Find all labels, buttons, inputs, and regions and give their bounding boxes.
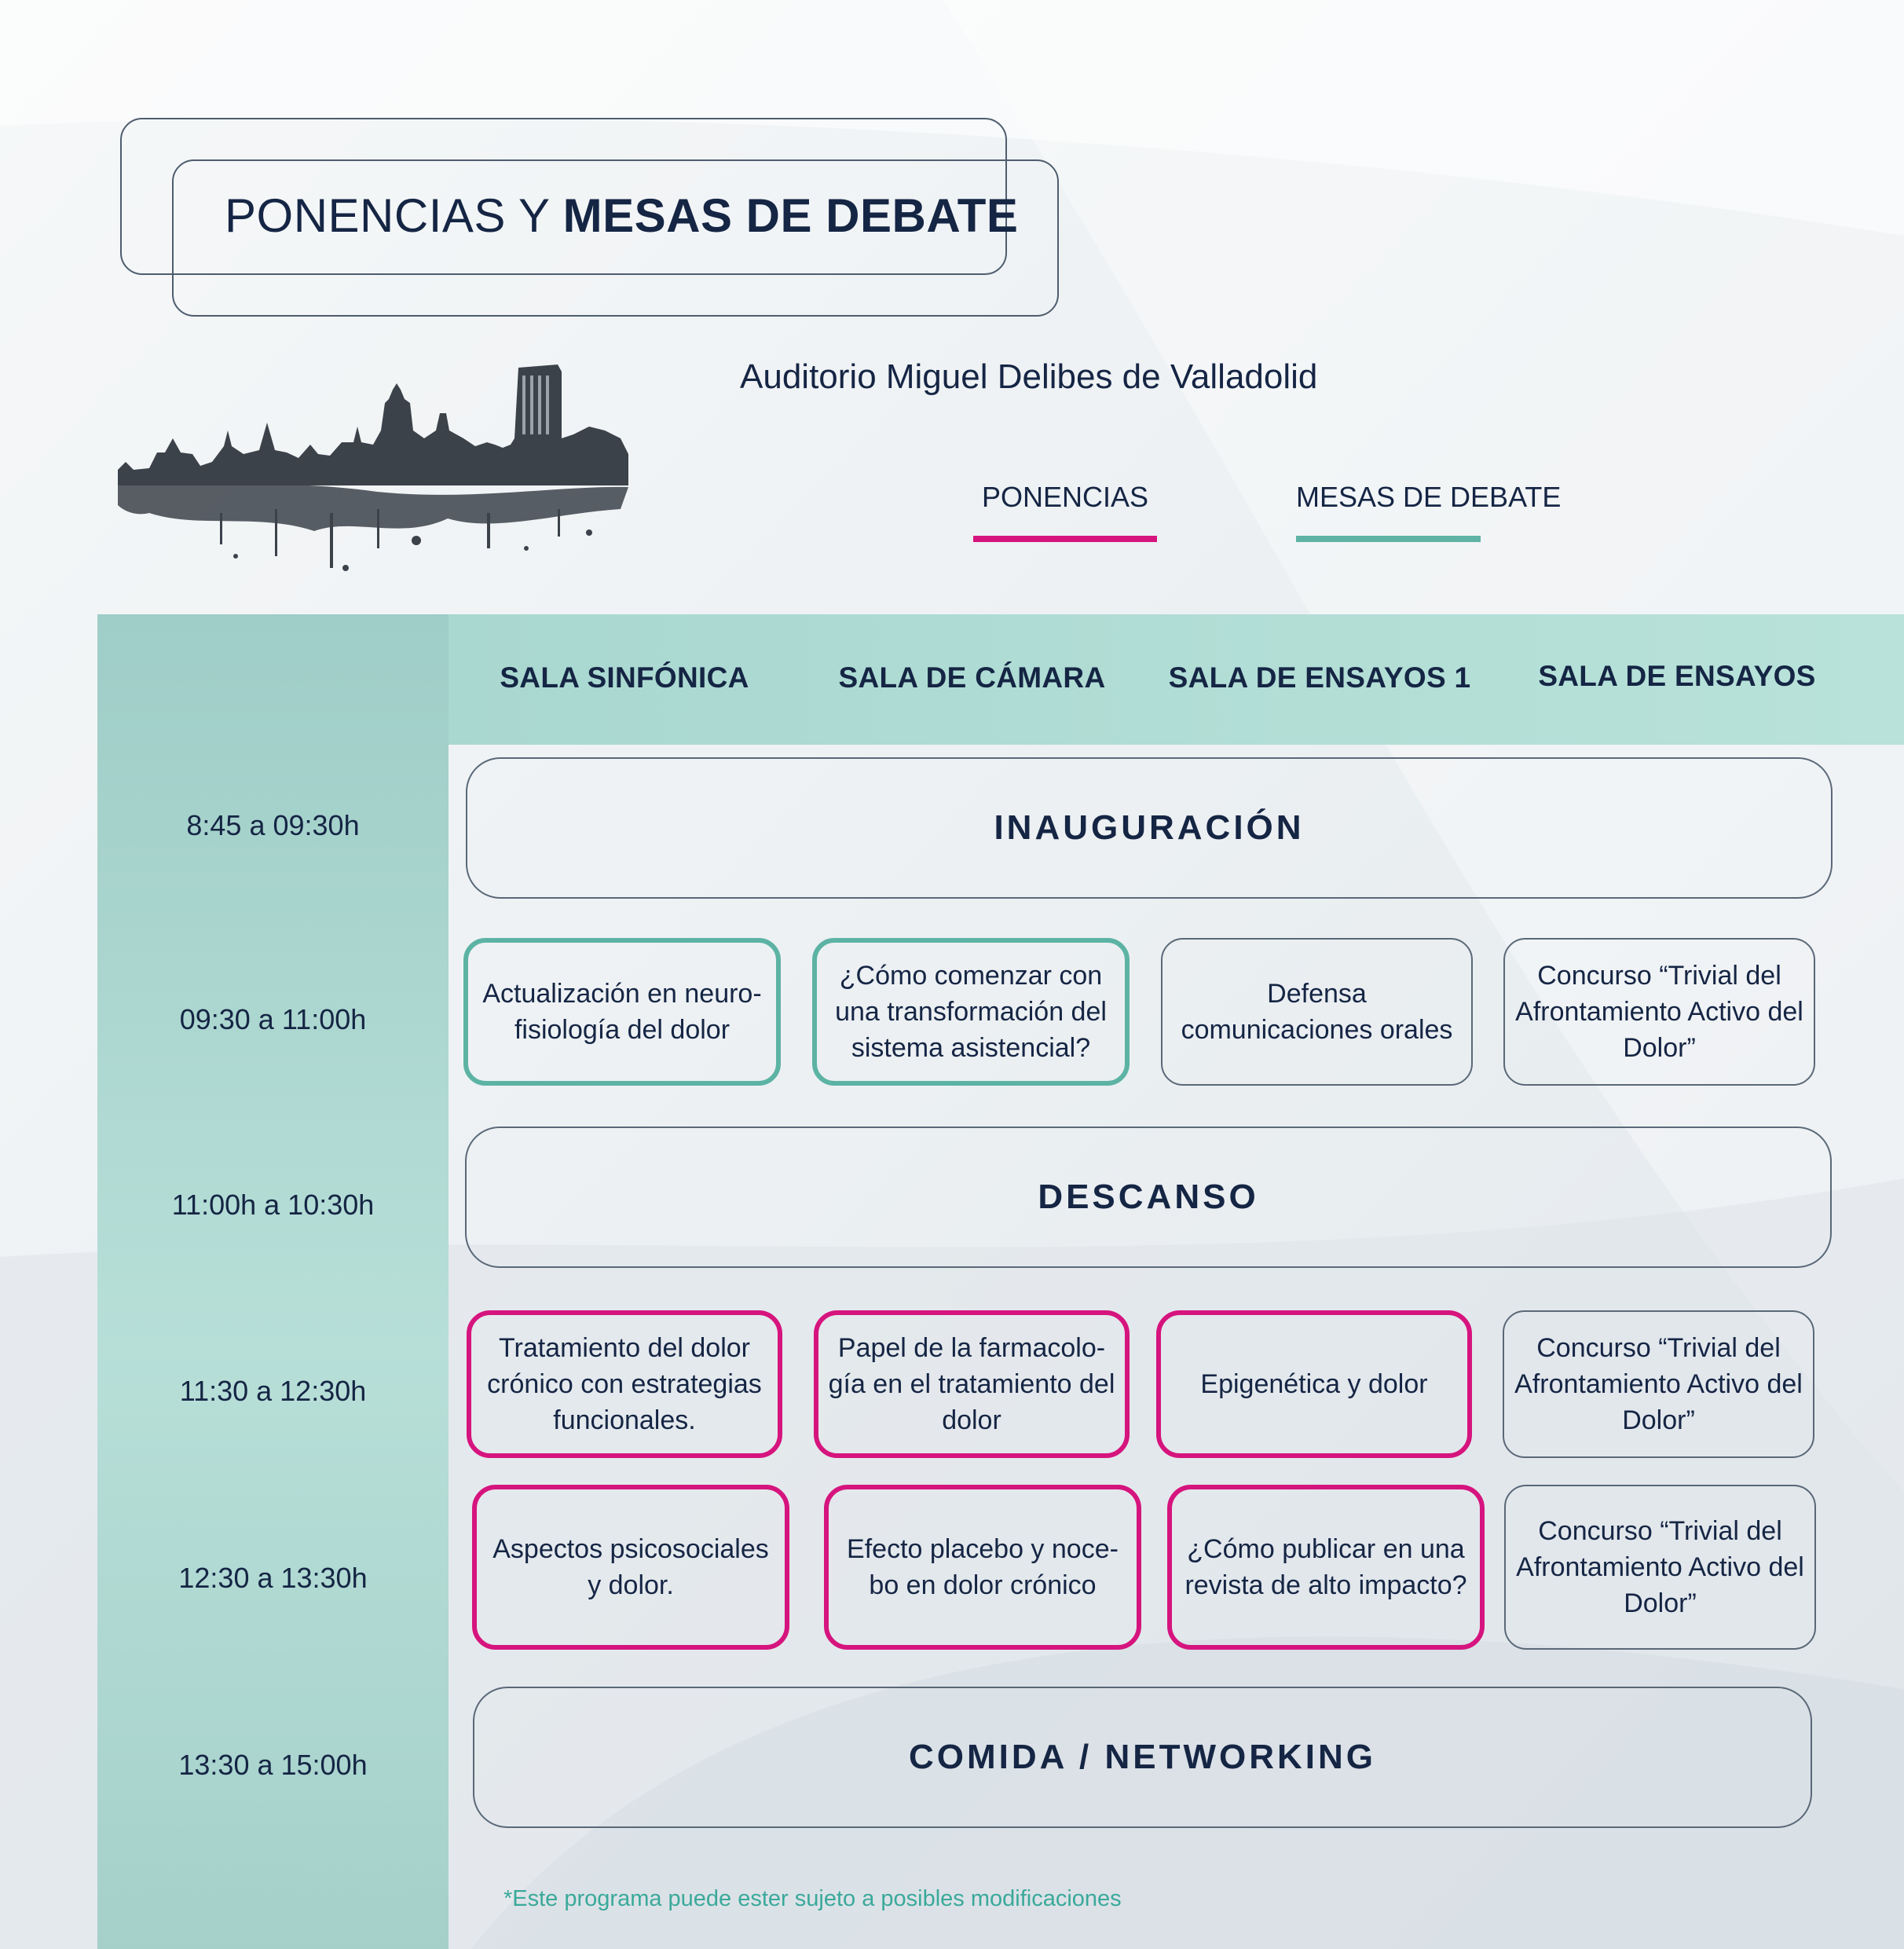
time-slot-1: 8:45 a 09:30h [186, 809, 360, 841]
time-slot-6: 13:30 a 15:00h [178, 1749, 368, 1781]
session-mesa-neurofisiologia: Actualización en neuro-fisiología del dolor [463, 938, 781, 1086]
session-concurso-trivial-1: Concurso “Trivial del Afrontamiento Activo del Dolor” [1503, 938, 1815, 1086]
legend-mesas-label: MESAS DE DEBATE [1296, 481, 1562, 513]
session-ponencia-epigenetica: Epigenética y dolor [1156, 1310, 1472, 1458]
room-header-sala-ensayos: SALA DE ENSAYOS [1538, 660, 1816, 692]
time-slot-3: 11:00h a 10:30h [171, 1189, 375, 1221]
room-header-sala-camara: SALA DE CÁMARA [838, 661, 1106, 694]
valladolid-skyline-illustration [118, 352, 730, 588]
venue-name: Auditorio Miguel Delibes de Valladolid [740, 357, 1318, 396]
session-ponencia-placebo: Efecto placebo y noce-bo en dolor crónico [824, 1485, 1141, 1650]
session-defensa-comunicaciones: Defensa comunicaciones orales [1161, 938, 1473, 1086]
time-slot-5: 12:30 a 13:30h [178, 1562, 368, 1594]
room-header-sala-ensayos-1: SALA DE ENSAYOS 1 [1168, 661, 1471, 694]
legend-mesas-swatch [1296, 536, 1481, 542]
session-ponencia-tratamiento: Tratamiento del dolor crónico con estrategias funcionales. [467, 1310, 782, 1458]
time-slot-2: 09:30 a 11:00h [179, 1003, 367, 1035]
session-mesa-transformacion: ¿Cómo comenzar con una transformación del sistema asistencial? [812, 938, 1130, 1086]
time-slot-4: 11:30 a 12:30h [179, 1375, 367, 1407]
session-concurso-trivial-3: Concurso “Trivial del Afrontamiento Activo del Dolor” [1504, 1485, 1816, 1650]
legend-ponencias-label: PONENCIAS [981, 481, 1149, 513]
session-descanso: DESCANSO [465, 1127, 1832, 1268]
session-ponencia-publicar: ¿Cómo publicar en una revista de alto impacto? [1167, 1485, 1485, 1650]
session-comida-networking: COMIDA / NETWORKING [473, 1687, 1812, 1828]
disclaimer-note: *Este programa puede ester sujeto a posibles modificaciones [503, 1886, 1122, 1911]
room-header-sala-sinfonica: SALA SINFÓNICA [500, 661, 749, 694]
page-title: PONENCIAS Y MESAS DE DEBATE [225, 189, 1019, 242]
session-concurso-trivial-2: Concurso “Trivial del Afrontamiento Activo del Dolor” [1503, 1310, 1814, 1458]
session-ponencia-farmacologia: Papel de la farmacolo-gía en el tratamiento del dolor [814, 1310, 1130, 1458]
session-ponencia-psicosociales: Aspectos psicosociales y dolor. [472, 1485, 789, 1650]
legend-ponencias-swatch [973, 536, 1157, 542]
session-inauguracion: INAUGURACIÓN [466, 757, 1833, 899]
